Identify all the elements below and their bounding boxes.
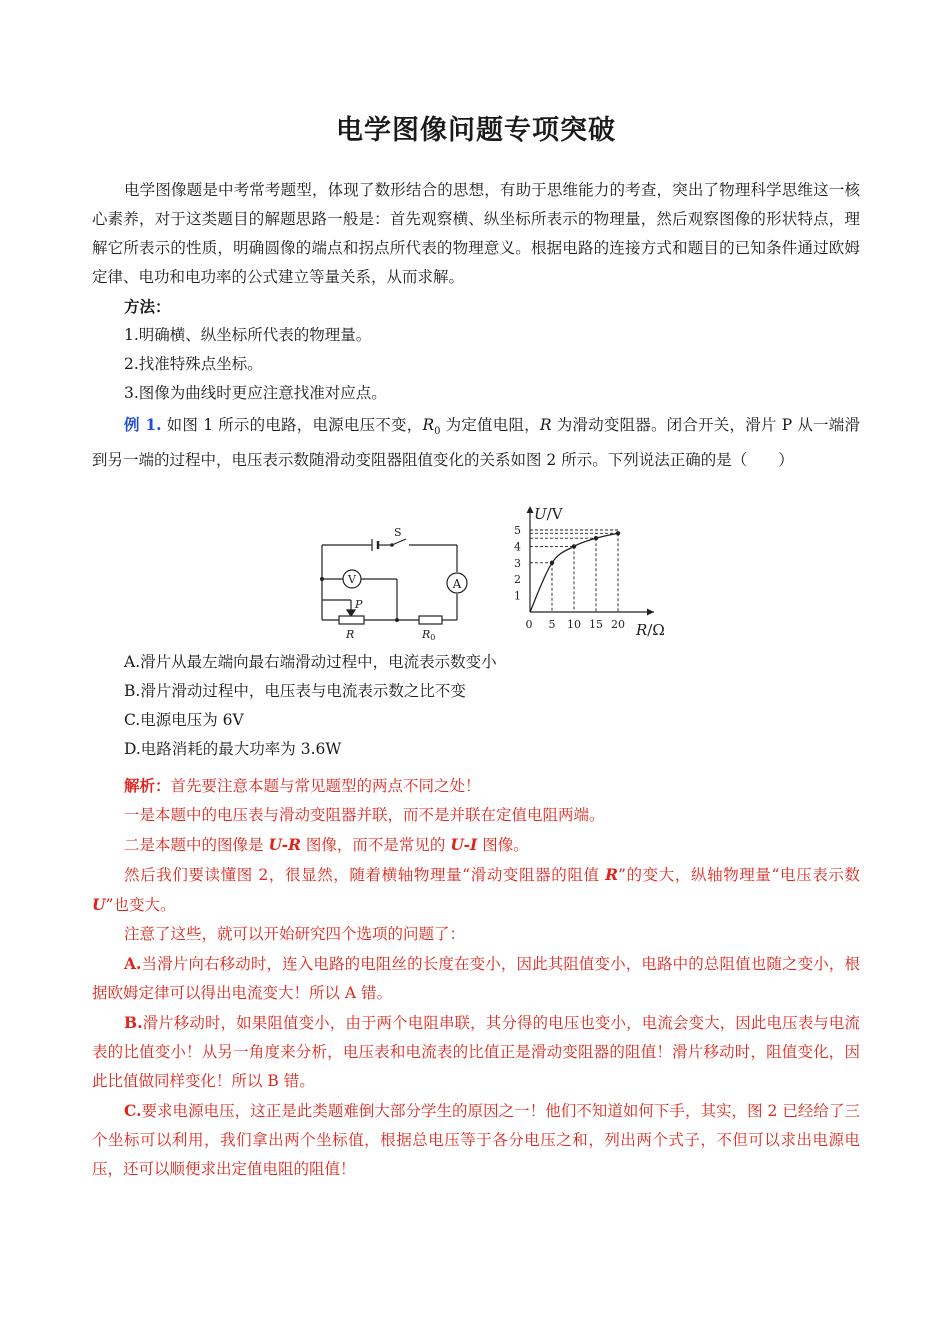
analysis-a-text: 当滑片向右移动时，连入电路的电阻丝的长度在变小，因此其阻值变小，电路中的总阻值也随之变小，根据欧姆定律可以得出电流变大！所以 A 错。 [92, 955, 860, 1002]
resistor-label-main: R [422, 628, 431, 641]
rheostat-symbol [339, 616, 364, 624]
method-item-2: 2.找准特殊点坐标。 [124, 355, 263, 373]
example-question [92, 410, 860, 475]
x-axis-arrow [647, 609, 654, 616]
example-r0-sub: 0 [434, 426, 441, 438]
data-point [550, 561, 554, 565]
y-axis-arrow [527, 506, 534, 513]
l4c: ”的变大，纵轴物理量“电压表示数 [618, 866, 860, 884]
resistor-label-sub: 0 [430, 633, 436, 642]
analysis-label: 解析： [124, 776, 171, 795]
circuit-diagram [314, 522, 474, 642]
analysis-c-label: C. [124, 1101, 142, 1120]
y-tick-label: 3 [514, 556, 521, 570]
ammeter-label: A [452, 577, 462, 591]
option-b: B.滑片滑动过程中，电压表与电流表示数之比不变 [124, 682, 466, 700]
y-tick-label: 4 [514, 540, 521, 554]
method-item-1: 1.明确横、纵坐标所代表的物理量。 [124, 326, 372, 344]
l4a: 然后我们要读懂图 2，很显然，随着横轴物理量“滑动变阻器的阻值 [124, 866, 606, 884]
rheostat-label: R [346, 628, 355, 641]
x-tick-label: 20 [611, 618, 625, 631]
options-section [92, 648, 860, 764]
analysis-c-text: 要求电源电压，这正是此类题难倒大部分学生的原因之一！他们不知道如何下手，其实，图 2 已经给了三个坐标可以利用，我们拿出两个坐标值，根据总电压等于各分电压之和，列出两个式子，不但可以求出电源电压，还可以顺便求出定值电阻的阻值！ [92, 1102, 860, 1178]
x-axis-var: R [636, 621, 648, 639]
y-tick-label: 5 [514, 524, 521, 537]
y-tick-label: 1 [514, 589, 521, 603]
l3a: 二是本题中的图像是 [124, 836, 269, 854]
l4e: ”也变大。 [105, 896, 176, 914]
l3c: 图像，而不是常见的 [301, 836, 451, 854]
y-axis-var: U [534, 505, 547, 523]
l4b: R [605, 865, 619, 884]
x-axis-unit: /Ω [647, 621, 665, 639]
option-d: D.电路消耗的最大功率为 3.6W [124, 740, 342, 758]
option-a: A.滑片从最左端向最右端滑动过程中，电流表示数变小 [124, 653, 497, 671]
example-r: R [539, 416, 552, 434]
analysis-line-5: 注意了这些，就可以开始研究四个选项的问题了： [124, 925, 466, 943]
analysis-b-label: B. [124, 1013, 143, 1032]
y-axis-unit: /V [546, 505, 563, 523]
option-c: C.电源电压为 6V [124, 711, 244, 729]
figures [92, 500, 860, 645]
analysis-a-label: A. [124, 954, 142, 973]
voltmeter-label: V [348, 573, 356, 586]
methods-heading: 方法： [124, 297, 171, 316]
resistor-symbol [419, 616, 442, 624]
data-point [616, 531, 620, 535]
l3e: 图像。 [477, 836, 529, 854]
methods-section [92, 292, 860, 408]
x-tick-label: 15 [589, 618, 603, 631]
analysis-b-text: 滑片移动时，如果阻值变小，由于两个电阻串联，其分得的电压也变小，电流会变大，因此电压表与电流表的比值变小！从另一角度来分析，电压表和电流表的比值正是滑动变阻器的阻值！滑片移动时，阻值变化，因此比值做同样变化！所以 B 错。 [92, 1014, 860, 1090]
analysis-line-1 [92, 771, 860, 801]
l4d: U [92, 895, 106, 914]
slider-label: P [355, 598, 363, 611]
resistor-label [421, 628, 435, 642]
example-text-2: 为定值电阻， [440, 416, 540, 434]
analysis-a [92, 949, 860, 1008]
intro-section [92, 176, 860, 292]
analysis-c [92, 1096, 860, 1184]
analysis-line-3 [92, 830, 860, 860]
analysis-section [92, 771, 860, 1184]
switch-label: S [394, 526, 402, 539]
method-item-3: 3.图像为曲线时更应注意找准对应点。 [124, 384, 387, 402]
analysis-l1-text: 首先要注意本题与常见题型的两点不同之处！ [170, 777, 481, 795]
example-section [92, 410, 860, 475]
example-label: 例 1. [124, 415, 162, 434]
y-axis-label [534, 505, 564, 523]
x-tick-label: 10 [567, 618, 581, 631]
y-tick-label: 2 [514, 573, 521, 587]
analysis-b [92, 1008, 860, 1096]
page-title: 电学图像问题专项突破 [336, 115, 616, 146]
l3b: U-R [268, 835, 301, 854]
origin-label: 0 [525, 618, 533, 631]
analysis-line-2: 一是本题中的电压表与滑动变阻器并联，而不是并联在定值电阻两端。 [124, 806, 605, 824]
analysis-line-4 [92, 860, 860, 920]
data-point [572, 544, 576, 548]
example-text-1: 如图 1 所示的电路，电源电压不变， [161, 416, 423, 434]
l3d: U-I [450, 835, 478, 854]
x-axis-label [635, 621, 665, 639]
x-tick-label: 5 [548, 618, 556, 631]
u-r-chart [504, 500, 679, 642]
example-r0: R [422, 416, 435, 434]
example-text-3: 为滑动变阻器。闭合开关，滑片 P 从一端滑到另一端的过程中，电压表示数随滑动变阻器阻值变化的关系如图 2 所示。下列说法正确的是（ ） [92, 416, 860, 470]
intro-paragraph: 电学图像题是中考常考题型，体现了数形结合的思想，有助于思维能力的考查，突出了物理科学思维这一核心素养，对于这类题目的解题思路一般是：首先观察横、纵坐标所表示的物理量，然后观察图像的形状特点，理解它所表示的性质，明确圆像的端点和拐点所代表的物理意义。根据电路的连接方式和题目的已知条件通过欧姆定律、电功和电功率的公式建立等量关系，从而求解。 [92, 181, 860, 286]
data-point [594, 536, 598, 540]
switch-blade [392, 539, 406, 545]
